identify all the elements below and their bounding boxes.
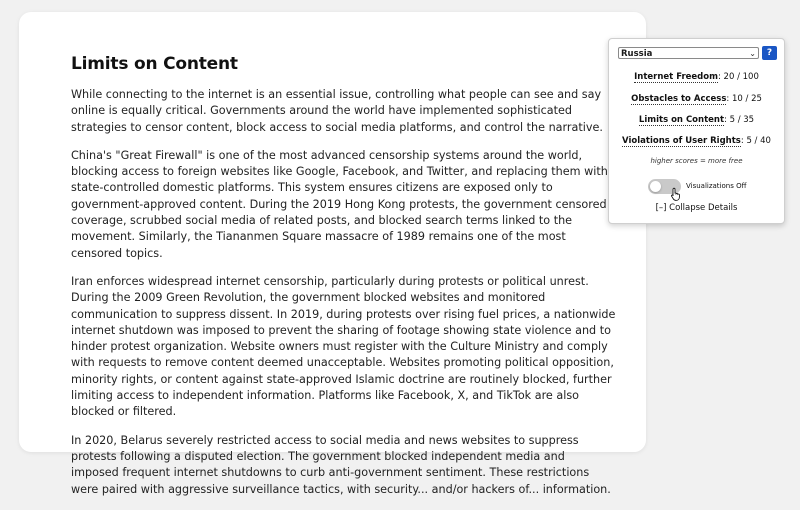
stat-value: 20 / 100 — [723, 72, 759, 82]
article-paragraph: China's "Great Firewall" is one of the most advanced censorship systems around the world, blocking access to foreign websites like Google, Facebook, and Twitter, and replacing them with state-controlled domestic platforms. This system ensures citizens are exposed only to government-approved content. During the 2019 Hong Kong protests, the government censored coverage, scrubbed social media of related posts, and blocked search terms linked to the movement. Similarly, the Tiananmen Square massacre of 1989 remains one of the most censored topics. — [71, 148, 608, 260]
score-note: higher scores = more free — [650, 157, 743, 165]
stat-obstacles-to-access: Obstacles to Access: 10 / 25 — [631, 94, 762, 104]
country-select-value: Russia — [621, 49, 653, 59]
stat-internet-freedom: Internet Freedom: 20 / 100 — [634, 72, 759, 82]
visualizations-toggle-label: Visualizations Off — [686, 182, 747, 190]
visualizations-toggle-row — [648, 179, 778, 195]
stat-value: 5 / 35 — [729, 115, 755, 125]
stat-label[interactable]: Obstacles to Access — [631, 94, 727, 104]
country-details-panel — [608, 38, 785, 224]
country-select[interactable] — [618, 47, 759, 59]
article-paragraph: Iran enforces widespread internet censorship, particularly during protests or political unrest. During the 2009 Green Revolution, the government blocked websites and monitored communication to suppress dissent. In 2019, during protests over rising fuel prices, a nationwide internet shutdown was imposed to prevent the sharing of footage showing state violence and to hinder protest organization. Website owners must register with the Culture Ministry and comply with requests to remove content deemed unacceptable. Websites promoting political opposition, minority rights, or content against state-approved Islamic doctrine are routinely blocked, further limiting access to independent information. Platforms like Facebook, X, and TikTok are also blocked or filtered. — [71, 274, 616, 419]
article-paragraph: In 2020, Belarus severely restricted access to social media and news websites to suppress protests following a disputed election. The government blocked independent media and imposed frequent internet shutdowns to curb anti-government sentiment. These restrictions were paired with aggressive surveillance tactics, with security... and/or hackers of... information. — [71, 433, 611, 496]
stat-violations-of-user-rights: Violations of User Rights: 5 / 40 — [622, 136, 771, 146]
stat-limits-on-content: Limits on Content: 5 / 35 — [638, 115, 755, 125]
article-card — [19, 12, 646, 496]
article-paragraph: While connecting to the internet is an essential issue, controlling what people can see and say online is equally critical. Governments around the world have implemented sophisticated strategies to censor content, block access to social media platforms, and control the narrative. — [71, 88, 603, 134]
help-button[interactable]: ? — [762, 46, 777, 60]
stat-value: 10 / 25 — [731, 94, 762, 104]
article-content — [71, 54, 616, 510]
country-select-row — [618, 46, 776, 62]
collapse-details-button[interactable]: [–] Collapse Details — [655, 203, 738, 213]
stat-value: 5 / 40 — [746, 136, 771, 146]
stat-label[interactable]: Violations of User Rights — [622, 136, 741, 146]
toggle-knob — [650, 181, 661, 192]
hand-cursor-icon — [670, 187, 682, 201]
stat-label[interactable]: Limits on Content — [638, 115, 725, 125]
chevron-down-icon: ⌄ — [749, 49, 756, 58]
page-title: Limits on Content — [71, 54, 238, 74]
stat-label[interactable]: Internet Freedom — [634, 72, 718, 82]
